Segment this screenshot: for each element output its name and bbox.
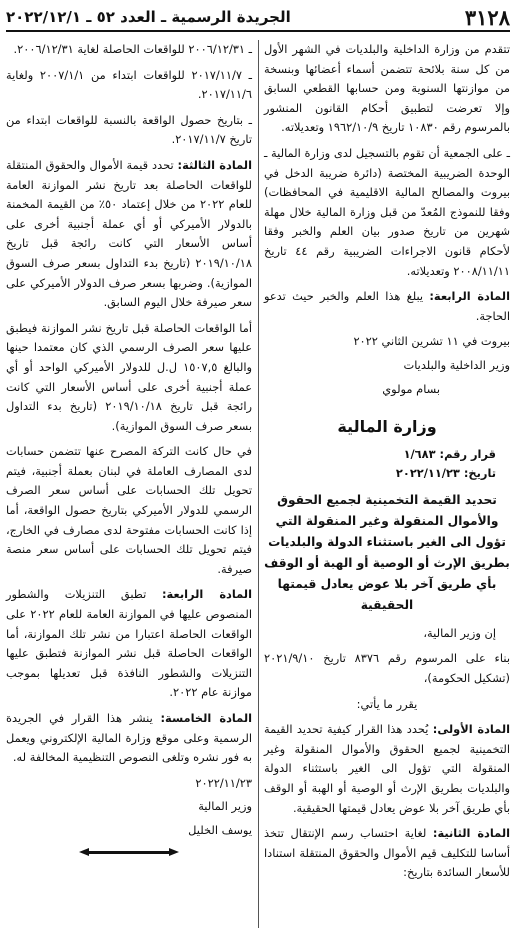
- bullet-item: ـ ٢٠٠٦/١٢/٣١ للواقعات الحاصلة لغاية ٢٠٠٦/١٢/٣١.: [13, 42, 252, 56]
- sign-date: ٢٠٢٢/١١/٢٣: [195, 775, 252, 790]
- article-5: [6, 709, 252, 768]
- article-4: [6, 585, 252, 703]
- article-text: ينشر هذا القرار في الجريدة الرسمية وعلى موقع وزارة المالية الإلكتروني ويعمل به فور نشره وتلغى النصوص التنظيمية المخالفة له.: [6, 711, 252, 765]
- decides-line: يقرر ما يأتي:: [356, 696, 418, 711]
- end-ornament: [89, 851, 169, 854]
- article-label: المادة الأولى:: [432, 722, 511, 737]
- decision-title: تحديد القيمة التخمينية لجميع الحقوق والأموال المنقولة وغير المنقولة التي تؤول الى الغير باستثناء الدولة والبلديات بطريق الإرث أو الوصية أو الهبة أو الوقف بأي طريق آخر بلا عوض يعادل قيمتها الحقيقية: [264, 492, 510, 612]
- paragraph: تتقدم من وزارة الداخلية والبلديات في الشهر الأول من كل سنة بلائحة تتضمن أسماء أعضائها وبنسخة من موازنتها السنوية ومن حسابها القطعي السابق وإلا تعرضت لتطبيق أحكام القانون المنشور بالمرسوم رقم ١٠٨٣٠ تاريخ ١٩٦٢/١٠/٩ وتعديلاته.: [264, 42, 510, 135]
- bullet-item: ـ بتاريخ حصول الواقعة بالنسبة للواقعات ابتداء من تاريخ ٢٠١٧/١١/٧.: [6, 112, 252, 147]
- column-divider: [258, 40, 259, 928]
- decision-number: قرار رقم: ١/٦٨٣: [403, 446, 496, 461]
- article-label: المادة الخامسة:: [160, 711, 253, 725]
- decision-date: تاريخ: ٢٠٢٢/١١/٢٣: [395, 466, 496, 481]
- left-column: [6, 40, 252, 864]
- bullet-item: ـ ٢٠١٧/١١/٧ للواقعات ابتداء من ٢٠٠٧/١/١ ولغاية ٢٠١٧/١١/٦.: [6, 67, 252, 102]
- article-text: يبلغ هذا العلم والخبر حيث تدعو الحاجة.: [264, 289, 510, 323]
- article-label: المادة الرابعة:: [161, 587, 252, 602]
- preamble: بناء على المرسوم رقم ٨٣٧٦ تاريخ ٢٠٢١/٩/١٠ (تشكيل الحكومة)،: [264, 651, 510, 686]
- article-label: المادة الرابعة:: [429, 289, 510, 304]
- article-1: [264, 720, 510, 818]
- article-label: المادة الثالثة:: [177, 157, 252, 172]
- minister-name: يوسف الخليل: [188, 822, 252, 837]
- gazette-title: الجريدة الرسمية ـ العدد ٥٢ ـ ٢٠٢٢/١٢/١: [6, 8, 291, 26]
- signature-block: [264, 332, 510, 399]
- date-line: بيروت في ١١ تشرين الثاني ٢٠٢٢: [353, 334, 510, 349]
- page-number: ٣١٢٨: [464, 4, 510, 30]
- right-column: [264, 40, 510, 889]
- paragraph: ـ على الجمعية أن تقوم بالتسجيل لدى وزارة المالية ـ الوحدة الضريبية المختصة (دائرة ضريبة الدخل في بيروت والمصالح المالية الاقليمية في المحافظات) وفقا للنموذج المُعدّ من قبل وزارة المالية خلال مهلة شهرين من تاريخ صدور بيان العلم والخبر وفقا لأحكام قانون الاجراءات الضريبية رقم ٤٤ تاريخ ٢٠٠٨/١١/١١ وتعديلاته.: [264, 145, 510, 278]
- article-4: [264, 287, 510, 326]
- preamble: إن وزير المالية،: [423, 625, 496, 640]
- signature-block: [6, 774, 252, 841]
- paragraph: أما الواقعات الحاصلة قبل تاريخ نشر الموازنة فيطبق عليها سعر الصرف الرسمي الذي كان معتمدا حينها والبالغ ١٥٠٧,٥ ل.ل للدولار الأميركي الواحد أو أي عملة أجنبية أخرى على أساس الأسعار التي كانت رائجة قبل تاريخ ٢٠١٩/١٠/١٨ (تاريخ بدء التداول بسعر صرف السوق الموازية).: [6, 320, 253, 433]
- page-header: [6, 4, 510, 32]
- article-text: لغاية احتساب رسم الإنتقال تتخذ أساسا للتكليف قيم الأموال والحقوق المنتقلة استنادا للأسعار السائدة بتاريخ:: [264, 826, 510, 880]
- article-text: تطبق التنزيلات والشطور المنصوص عليها في الموازنة العامة للعام ٢٠٢٢ على الواقعات الحاصلة اعتبارا من نشر تلك الموازنة، أما الواقعات الحاصلة قبل نشر الموازنة فتطبق عليها التنزيلات والشطور النافذة قبل تعديلها بموجب موازنة عام ٢٠٢٢.: [6, 587, 252, 700]
- minister-title: وزير الداخلية والبلديات: [403, 357, 510, 372]
- article-3: [6, 156, 252, 313]
- paragraph: في حال كانت التركة المصرح عنها تتضمن حسابات لدى المصارف العاملة في لبنان بعملة أجنبية، فيتم تحويل تلك الحسابات على أساس سعر الصرف الرسمي للدولار الأميركي بتاريخ حصول الواقعة، أما إذا كانت الحسابات مفتوحة لدى مصارف في الخارج، فيتم تحويل تلك الحسابات على أساس سعر منصة صيرفة.: [6, 444, 252, 576]
- article-label: المادة الثانية:: [432, 826, 510, 841]
- minister-name: بسام مولوي: [382, 381, 440, 396]
- ministry-heading: وزارة المالية: [337, 417, 437, 437]
- minister-title: وزير المالية: [198, 799, 252, 814]
- article-2: [264, 824, 510, 883]
- article-text: تحدد قيمة الأموال والحقوق المنتقلة للواقعات الحاصلة بعد تاريخ نشر الموازنة العامة للعام ٢٠٢٢ من خلال إعتماد ٥٠٪ من القيمة المخمنة بالدولار الأميركي أو أي عملة أجنبية أخرى على أساس الأسعار التي كانت رائجة قبل تاريخ ٢٠١٩/١٠/١٨ (تاريخ بدء التداول بسعر صرف السوق الموازية). وضربها بسعر صرف الدولار الأميركي على سعر صيرفة خلال اليوم السابق.: [6, 157, 252, 310]
- article-text: يُحدد هذا القرار كيفية تحديد القيمة التخمينية لجميع الحقوق والأموال المنقولة وغير المنقولة التي تؤول الى الغير باستثناء الدولة والبلديات بطريق الإرث أو الوصية أو الهبة أو الوقف بأي طريق آخر بلا عوض يعادل قيمتها الحقيقية.: [264, 722, 510, 815]
